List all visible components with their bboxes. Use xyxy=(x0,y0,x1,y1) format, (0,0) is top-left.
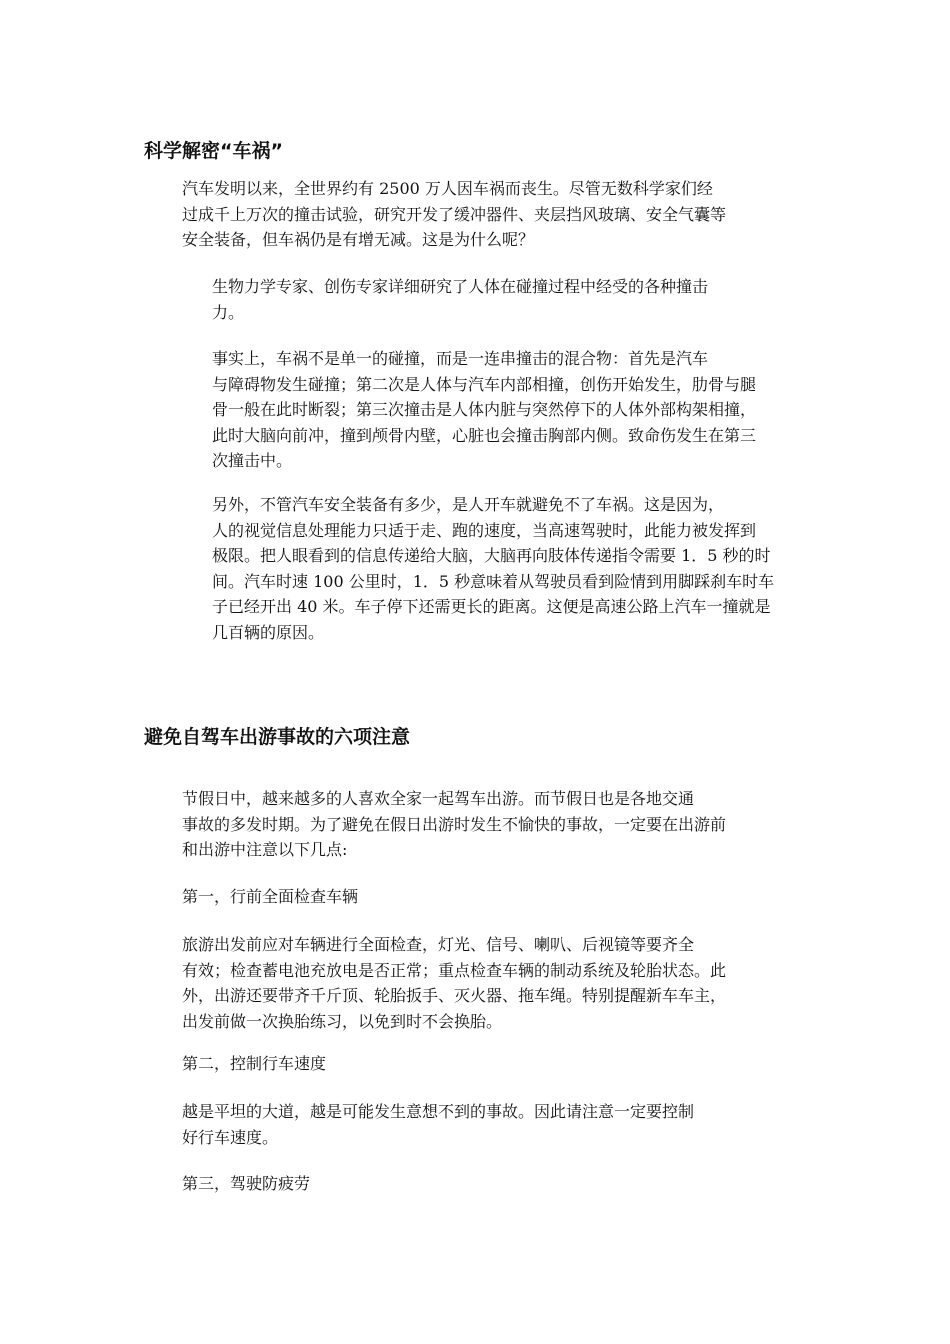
text-line: 第一，行前全面检查车辆 xyxy=(182,887,359,906)
text-line: 好行车速度。 xyxy=(182,1127,279,1147)
text-line: 第三，驾驶防疲劳 xyxy=(182,1174,311,1193)
text-line: 几百辆的原因。 xyxy=(212,622,325,642)
text-line: 和出游中注意以下几点: xyxy=(182,840,348,859)
paragraph-reaction-time xyxy=(144,492,809,645)
paragraph-biomechanics xyxy=(144,274,809,325)
text-line: 过成千上万次的撞击试验，研究开发了缓冲器件、夹层挡风玻璃、安全气囊等 xyxy=(182,204,727,224)
paragraph-holiday-intro xyxy=(144,786,809,863)
text-line: 事实上，车祸不是单一的碰撞，而是一连串撞击的混合物：首先是汽车 xyxy=(212,349,709,368)
text-line: 子已经开出 40 米。车子停下还需更长的距离。这便是高速公路上汽车一撞就是 xyxy=(212,597,771,616)
item-title-vehicle-check xyxy=(144,884,809,910)
text-line: 安全装备，但车祸仍是有增无减。这是为什么呢？ xyxy=(182,230,535,249)
section-title-car-accident: 科学解密“车祸” xyxy=(144,140,283,162)
text-line: 有效；检查蓄电池充放电是否正常；重点检查车辆的制动系统及轮胎状态。此 xyxy=(182,960,727,980)
section-title-road-trip-safety: 避免自驾车出游事故的六项注意 xyxy=(144,726,411,748)
text-line: 极限。把人眼看到的信息传递给大脑，大脑再向肢体传递指令需要 1．5 秒的时 xyxy=(212,546,771,565)
text-line: 力。 xyxy=(212,302,245,322)
paragraph-vehicle-check xyxy=(144,932,809,1034)
item-title-speed-control xyxy=(144,1051,809,1077)
text-line: 汽车发明以来，全世界约有 2500 万人因车祸而丧生。尽管无数科学家们经 xyxy=(182,179,713,198)
text-line: 第二，控制行车速度 xyxy=(182,1054,327,1073)
text-line: 旅游出发前应对车辆进行全面检查，灯光、信号、喇叭、后视镜等要齐全 xyxy=(182,935,695,954)
text-line: 此时大脑向前冲，撞到颅骨内壁，心脏也会撞击胸部内侧。致命伤发生在第三 xyxy=(212,425,757,445)
text-line: 节假日中，越来越多的人喜欢全家一起驾车出游。而节假日也是各地交通 xyxy=(182,789,695,808)
text-line: 另外，不管汽车安全装备有多少，是人开车就避免不了车祸。这是因为， xyxy=(212,495,725,514)
text-line: 事故的多发时期。为了避免在假日出游时发生不愉快的事故，一定要在出游前 xyxy=(182,814,727,834)
text-line: 越是平坦的大道，越是可能发生意想不到的事故。因此请注意一定要控制 xyxy=(182,1102,695,1121)
paragraph-collision-sequence xyxy=(144,346,809,474)
item-title-fatigue xyxy=(144,1171,809,1197)
paragraph-speed-control xyxy=(144,1099,809,1150)
paragraph-intro xyxy=(144,176,809,253)
text-line: 间。汽车时速 100 公里时，1．5 秒意味着从驾驶员看到险情到用脚踩刹车时车 xyxy=(212,571,775,591)
text-line: 出发前做一次换胎练习，以免到时不会换胎。 xyxy=(182,1011,503,1031)
text-line: 骨一般在此时断裂；第三次撞击是人体内脏与突然停下的人体外部构架相撞， xyxy=(212,400,757,419)
text-line: 人的视觉信息处理能力只适于走、跑的速度，当高速驾驶时，此能力被发挥到 xyxy=(212,520,757,540)
text-line: 外，出游还要带齐千斤顶、轮胎扳手、灭火器、拖车绳。特别提醒新车车主， xyxy=(182,986,727,1005)
text-line: 生物力学专家、创伤专家详细研究了人体在碰撞过程中经受的各种撞击 xyxy=(212,277,709,296)
text-line: 与障碍物发生碰撞；第二次是人体与汽车内部相撞，创伤开始发生，肋骨与腿 xyxy=(212,374,757,394)
text-line: 次撞击中。 xyxy=(212,451,293,470)
